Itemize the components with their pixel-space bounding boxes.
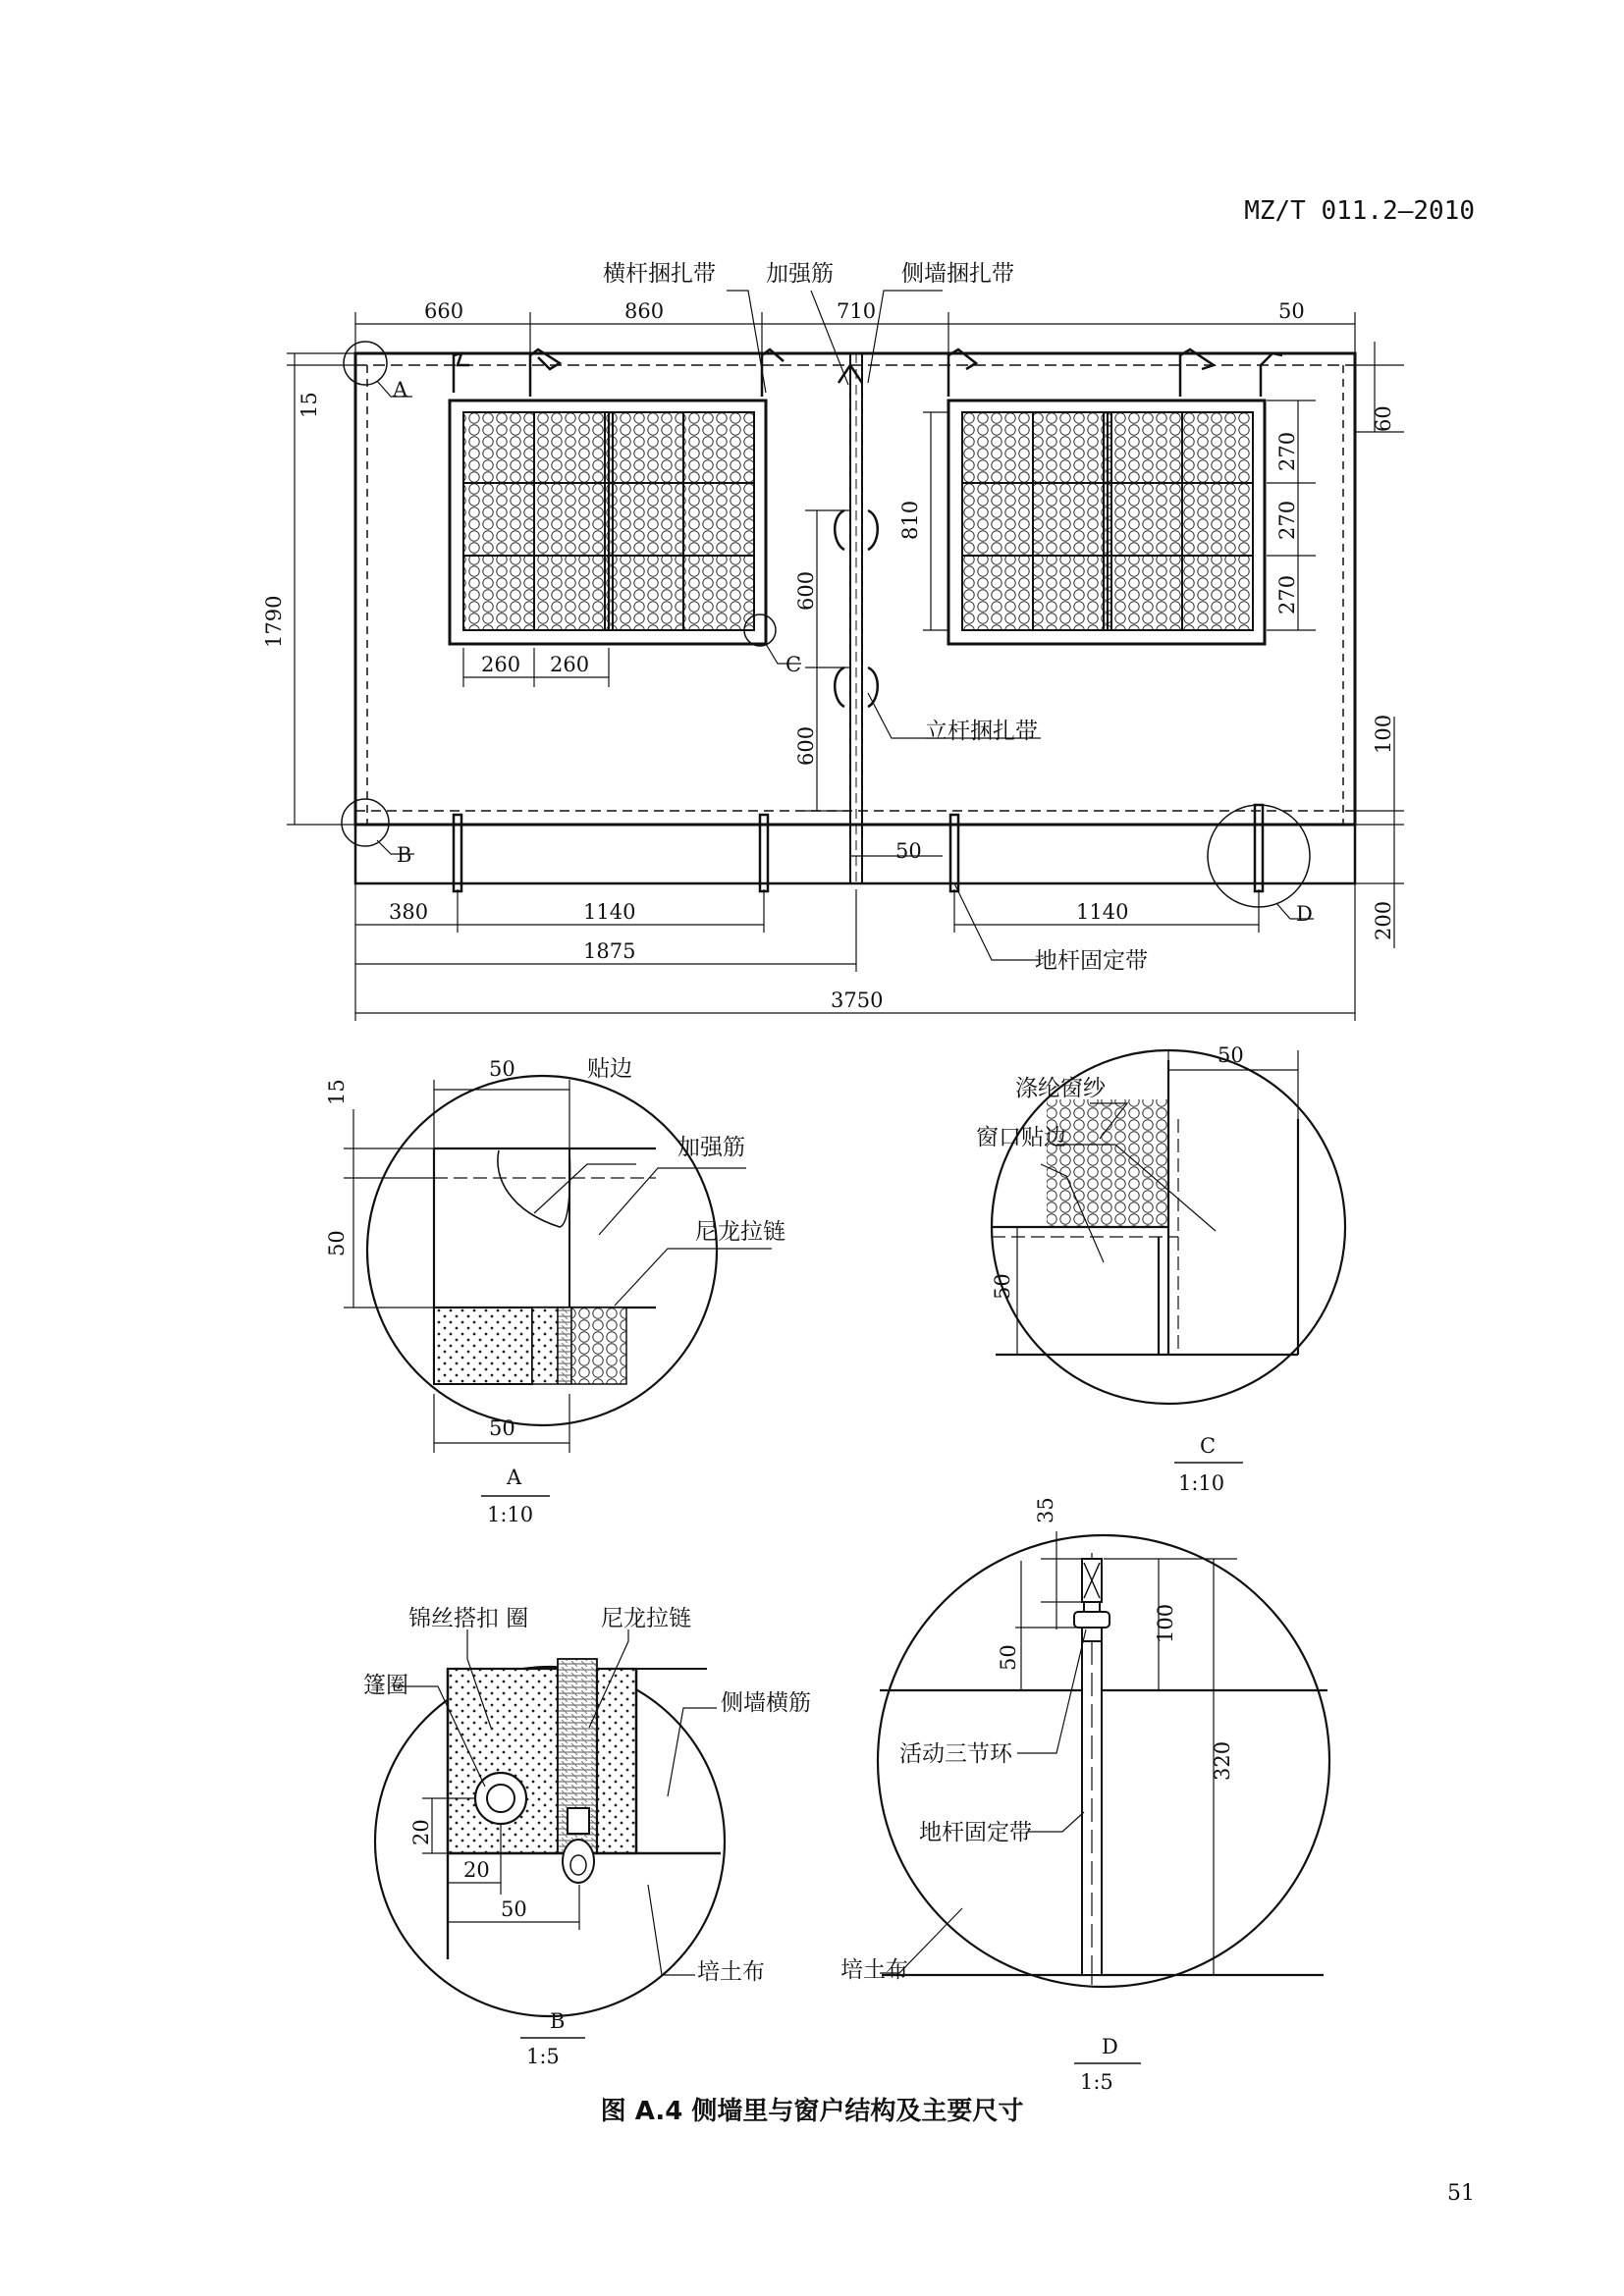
label-upright-strap: 立杆捆扎带: [925, 719, 1038, 744]
dim-100: 100: [1372, 714, 1395, 754]
label-reinforcing-rib: 加强筋: [766, 261, 834, 287]
dim-660: 660: [424, 299, 464, 323]
detail-c: [992, 1050, 1345, 1404]
dim-15: 15: [298, 392, 321, 418]
detail-c-dim-50-side: 50: [991, 1273, 1014, 1300]
main-elevation: [342, 342, 1355, 919]
dim-260-2: 260: [550, 653, 590, 676]
detail-d-dim-320: 320: [1211, 1740, 1234, 1781]
marker-a: A: [393, 378, 408, 401]
detail-a-nylon-zipper: 尼龙拉链: [695, 1219, 785, 1245]
detail-b-dim-20-v: 20: [409, 1819, 433, 1845]
marker-d: D: [1296, 902, 1313, 926]
detail-a-dim-50-top: 50: [489, 1057, 515, 1081]
detail-b-nylon-zipper: 尼龙拉链: [601, 1606, 691, 1631]
dim-50-mid: 50: [895, 839, 922, 863]
ground-pole-straps: [454, 805, 1263, 891]
dim-260-1: 260: [481, 653, 521, 676]
crossbar-straps: [454, 349, 1282, 397]
dim-1790: 1790: [262, 595, 286, 648]
marker-b: B: [397, 843, 412, 867]
label-ground-pole-strap: 地杆固定带: [1035, 948, 1148, 974]
label-crossbar-strap: 横杆捆扎带: [603, 261, 716, 287]
dim-810: 810: [898, 500, 922, 540]
zipper-pull: [563, 1808, 594, 1883]
dim-1875: 1875: [583, 939, 636, 963]
detail-b-brocade-loop: 锦丝搭扣 圈: [408, 1606, 529, 1631]
detail-c-scale: 1:10: [1178, 1471, 1225, 1495]
detail-c-dim-50-top: 50: [1218, 1043, 1244, 1067]
dim-600-2: 600: [794, 725, 818, 766]
dim-1140-right: 1140: [1076, 900, 1129, 924]
dim-1140-left: 1140: [583, 900, 636, 924]
dim-50-top: 50: [1278, 299, 1305, 323]
figure-caption: 图 A.4 侧墙里与窗户结构及主要尺寸: [600, 2097, 1024, 2126]
detail-a-reinforcing-rib: 加强筋: [677, 1135, 745, 1160]
detail-b-dim-50: 50: [501, 1897, 527, 1921]
detail-d-dim-50: 50: [997, 1644, 1020, 1671]
detail-a-dim-50-bottom: 50: [489, 1416, 515, 1440]
dim-600-1: 600: [794, 570, 818, 611]
detail-b-sidewall-rib: 侧墙横筋: [721, 1690, 811, 1716]
detail-d-ground-pole-strap: 地杆固定带: [919, 1820, 1032, 1845]
detail-d-ring: 活动三节环: [899, 1741, 1012, 1767]
detail-a-dim-15: 15: [325, 1079, 349, 1105]
detail-d-dim-100: 100: [1154, 1603, 1177, 1643]
detail-d-sod-cloth: 培土布: [840, 1957, 908, 1983]
detail-d-dim-35: 35: [1034, 1497, 1057, 1523]
detail-c-title: C: [1200, 1434, 1217, 1458]
page-number: 51: [1447, 2181, 1475, 2206]
dim-3750: 3750: [831, 988, 884, 1012]
dim-860: 860: [624, 299, 665, 323]
detail-b-scale: 1:5: [526, 2045, 560, 2068]
dim-380: 380: [389, 900, 429, 924]
detail-a-dim-50-side: 50: [325, 1230, 349, 1256]
dim-270-3: 270: [1275, 574, 1299, 614]
detail-b-grommet: 篷圈: [363, 1673, 408, 1698]
detail-b-sod-cloth: 培土布: [697, 1959, 765, 1985]
standard-number: MZ/T 011.2—2010: [1244, 196, 1475, 226]
detail-b-dim-20-h: 20: [463, 1858, 490, 1882]
detail-c-window-binding: 窗口贴边: [976, 1125, 1066, 1150]
main-labels: [262, 261, 1395, 1012]
dim-200: 200: [1372, 900, 1395, 940]
detail-b-title: B: [550, 2009, 566, 2033]
detail-a-edge-binding: 贴边: [587, 1056, 632, 1082]
dim-270-2: 270: [1275, 500, 1299, 540]
detail-a-scale: 1:10: [487, 1503, 534, 1526]
detail-a: [344, 1076, 772, 1453]
detail-d-scale: 1:5: [1080, 2070, 1113, 2094]
marker-c: C: [785, 653, 802, 676]
dim-710: 710: [837, 299, 877, 323]
dim-270-1: 270: [1275, 431, 1299, 471]
dim-60: 60: [1372, 405, 1395, 432]
detail-c-polyester-screen: 涤纶窗纱: [1015, 1076, 1106, 1101]
sod-cloth-band: [355, 825, 1355, 883]
label-sidewall-strap: 侧墙捆扎带: [901, 261, 1014, 287]
detail-d-title: D: [1102, 2035, 1118, 2058]
detail-a-title: A: [507, 1466, 522, 1489]
